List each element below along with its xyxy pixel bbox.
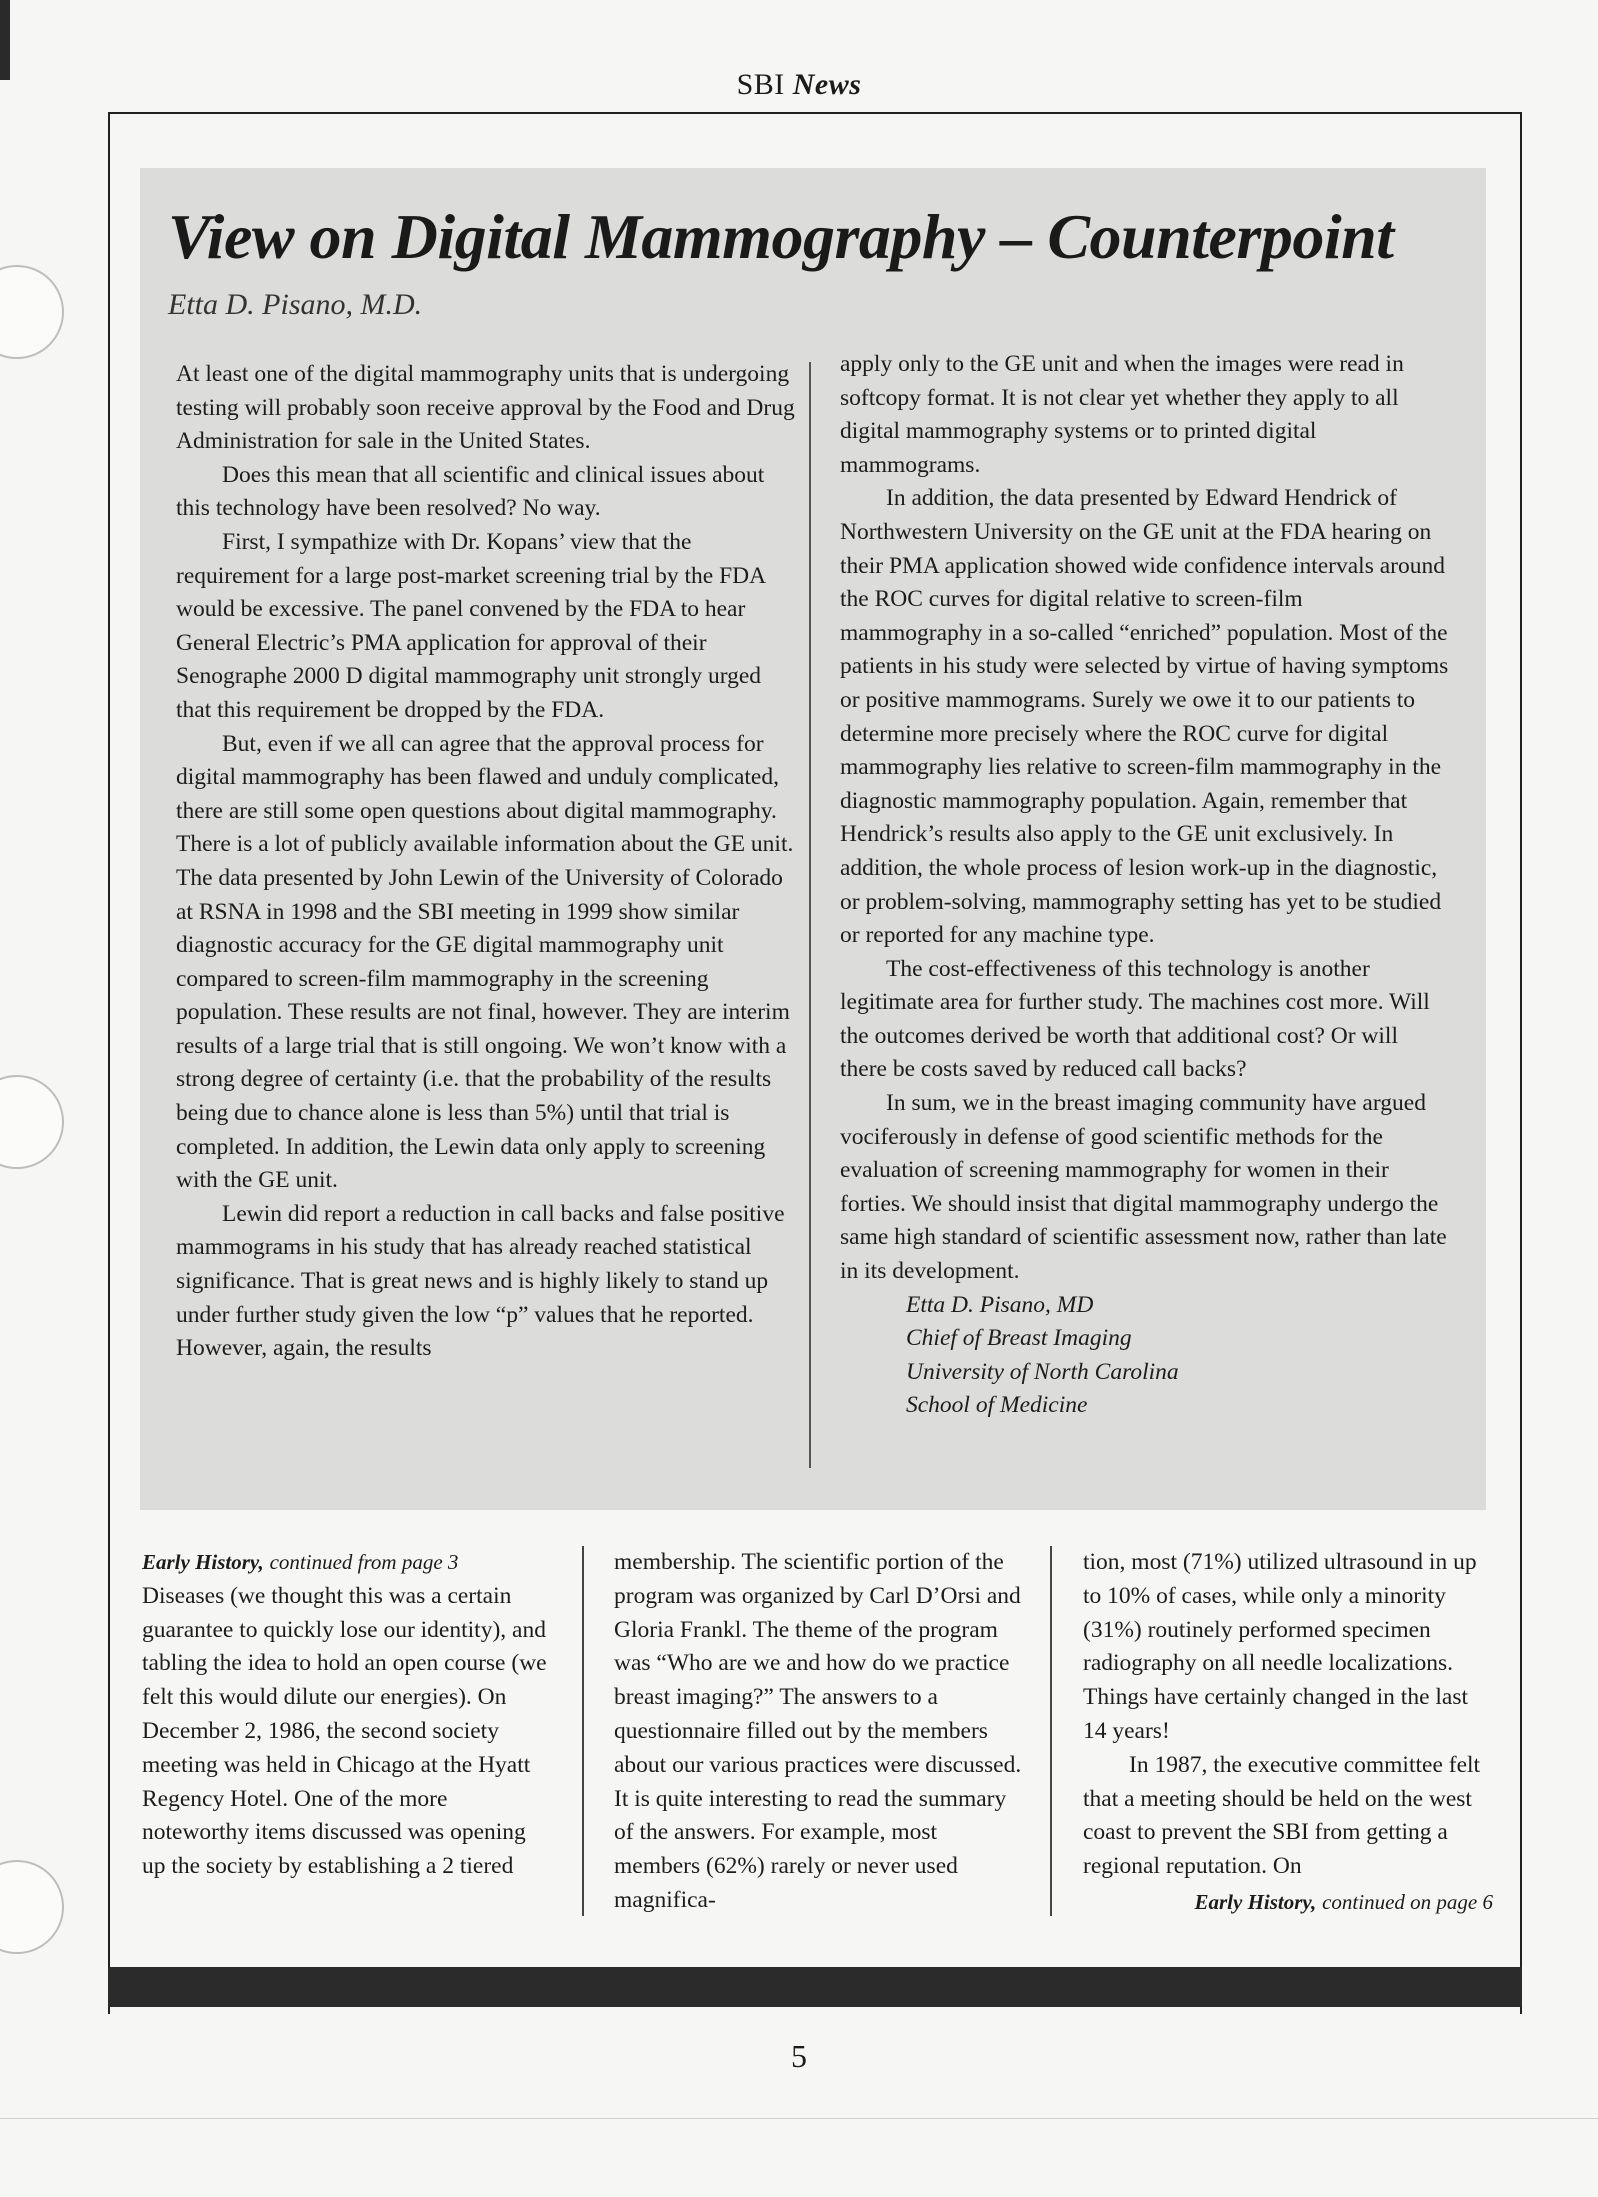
early-history-column-1 bbox=[142, 1546, 552, 1884]
signature-name: Etta D. Pisano, MD bbox=[906, 1291, 1094, 1318]
paragraph: Diseases (we thought this was a certain guarantee to quickly lose our identity), and tabling the idea to hold an open course (we felt this would dilute our energies). On December 2, 1986, the second society meeting was held in Chicago at the Hyatt Regency Hotel. One of the more noteworthy items discussed was opening up the society by establishing a 2 tiered bbox=[142, 1582, 547, 1880]
paragraph: At least one of the digital mammography units that is undergoing testing will probably soon receive approval by the Food and Drug Administration for sale in the United States. bbox=[176, 361, 795, 455]
footer-bar bbox=[108, 1967, 1522, 2007]
article-headline: View on Digital Mammography – Counterpoint bbox=[168, 201, 1394, 272]
paragraph: But, even if we all can agree that the approval process for digital mammography has been flawed and unduly complicated, there are still some open questions about digital mammography. There is a lot of publicly available information about the GE unit. The data presented by John Lewin of the University of Colorado at RSNA in 1998 and the SBI meeting in 1999 show similar diagnostic accuracy for the GE digital mammography unit compared to screen-film mammography in the screening population. These results are not final, however. They are interim results of a large trial that is still ongoing. We won’t know with a strong degree of certainty (i.e. that the probability of the results being due to chance alone is less than 5%) until that trial is completed. In addition, the Lewin data only apply to screening with the GE unit. bbox=[176, 730, 794, 1194]
paragraph: In addition, the data presented by Edward Hendrick of Northwestern University on the GE unit at the FDA hearing on their PMA application showed wide confidence intervals around the ROC curves for digital relative to screen-film mammography in a so-called “enriched” population. Most of the patients in his study were selected by virtue of having symptoms or positive mammograms. Surely we owe it to our patients to determine more precisely where the ROC curve for digital mammography lies relative to screen-film mammography in the diagnostic mammography population. Again, remember that Hendrick’s results also apply to the GE unit exclusively. In addition, the whole process of lesion work-up in the diagnostic, or problem-solving, mammography setting has yet to be studied or reported for any machine type. bbox=[840, 485, 1449, 949]
signature-institution: University of North Carolina bbox=[906, 1358, 1179, 1385]
column-divider bbox=[1050, 1546, 1052, 1916]
continued-label: Early History, bbox=[1194, 1889, 1317, 1914]
page-number: 5 bbox=[791, 2038, 807, 2074]
paragraph: Does this mean that all scientific and clinical issues about this technology have been resolved? No way. bbox=[176, 461, 765, 522]
continued-label: Early History, bbox=[142, 1550, 264, 1574]
paragraph: In sum, we in the breast imaging community have argued vociferously in defense of good scientific methods for the evaluation of screening mammography for women in their forties. We should insist that digital mammography undergo the same high standard of scientific assessment now, rather than late in its development. bbox=[840, 1090, 1447, 1285]
paragraph: Lewin did report a reduction in call backs and false positive mammograms in his study that has already reached statistical significance. That is great news and is highly likely to stand up under further study given the low “p” values that he reported. However, again, the results bbox=[176, 1200, 785, 1362]
signature-school: School of Medicine bbox=[906, 1392, 1088, 1419]
paragraph: The cost-effectiveness of this technology is another legitimate area for further study. The machines cost more. Will the outcomes derived be worth that additional cost? Or will there be costs saved by reduced call backs? bbox=[840, 955, 1430, 1083]
continued-from-note: continued from page 3 bbox=[269, 1550, 459, 1574]
early-history-column-3 bbox=[1083, 1546, 1493, 1920]
paragraph: First, I sympathize with Dr. Kopans’ view that the requirement for a large post-market screening trial by the FDA would be excessive. The panel convened by the FDA to hear General Electric’s PMA application for approval of their Senographe 2000 D digital mammography unit strongly urged that this requirement be dropped by the FDA. bbox=[176, 528, 765, 723]
punch-hole bbox=[0, 1075, 64, 1169]
paragraph: membership. The scientific portion of the program was organized by Carl D’Orsi and Gloria Frankl. The theme of the program was “Who are we and how do we practice breast imaging?” The answers to a questionnaire filled out by the members about our various practices were discussed. It is quite interesting to read the summary of the answers. For example, most members (62%) rarely or never used magnifica- bbox=[614, 1549, 1022, 1913]
newsletter-name: SBI bbox=[736, 68, 785, 101]
article-column-left bbox=[176, 358, 796, 1366]
scan-line bbox=[0, 2118, 1598, 2119]
paragraph: In 1987, the executive committee felt that a meeting should be held on the west coast to prevent the SBI from getting a regional reputation. On bbox=[1083, 1751, 1481, 1880]
punch-hole bbox=[0, 265, 64, 359]
column-divider bbox=[809, 362, 811, 1468]
paragraph: tion, most (71%) utilized ultrasound in up to 10% of cases, while only a minority (31%) routinely performed specimen radiography on all needle localizations. Things have certainly changed in the last 14 years! bbox=[1083, 1549, 1477, 1744]
newsletter-name-italic: News bbox=[792, 68, 862, 101]
article-column-right bbox=[840, 348, 1450, 1423]
column-divider bbox=[582, 1546, 584, 1916]
running-head bbox=[0, 68, 1598, 102]
early-history-column-2 bbox=[614, 1546, 1024, 1918]
article-byline: Etta D. Pisano, M.D. bbox=[168, 288, 423, 321]
signature-title: Chief of Breast Imaging bbox=[906, 1325, 1132, 1352]
paragraph: apply only to the GE unit and when the images were read in softcopy format. It is not clear yet whether they apply to all digital mammography systems or to printed digital mammograms. bbox=[840, 351, 1404, 478]
continued-on-note: continued on page 6 bbox=[1322, 1889, 1493, 1914]
punch-hole bbox=[0, 1860, 64, 1954]
